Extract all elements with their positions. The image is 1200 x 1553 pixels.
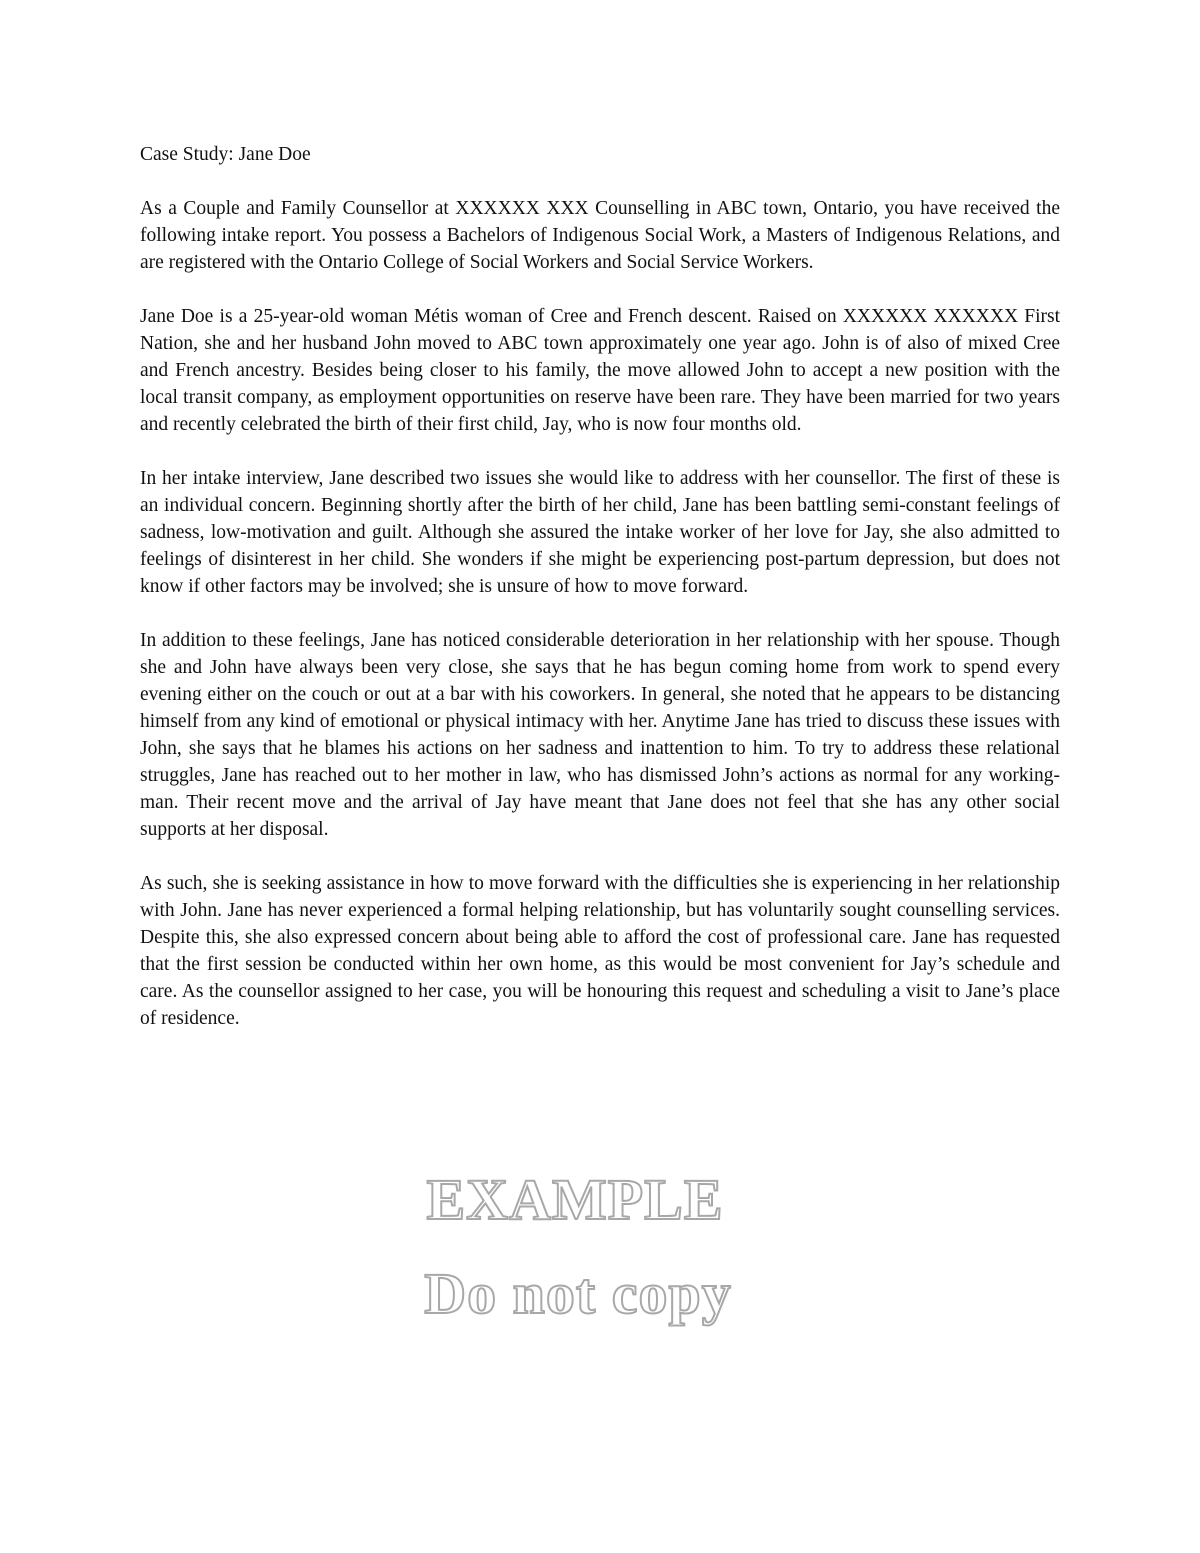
watermark-do-not-copy: Do not copy <box>424 1261 732 1326</box>
paragraph-assistance: As such, she is seeking assistance in how to move forward with the difficulties she is experiencing in her relationship with John. Jane has never experienced a formal helping relationship, but has voluntarily sought counselling services. Despite this, she also expressed concern about being able to afford the cost of professional care. Jane has requested that the first session be conducted within her own home, as this would be most convenient for Jay’s schedule and care. As the counsellor assigned to her case, you will be honouring this request and scheduling a visit to Jane’s place of residence. <box>140 873 1060 1029</box>
document-title: Case Study: Jane Doe <box>140 144 311 165</box>
paragraph-intro: As a Couple and Family Counsellor at XXXXXX XXX Counselling in ABC town, Ontario, you have received the following intake report. You possess a Bachelors of Indigenous Social Work, a Masters of Indigenous Relations, and are registered with the Ontario College of Social Workers and Social Service Workers. <box>140 198 1060 273</box>
paragraph-relationship: In addition to these feelings, Jane has noticed considerable deterioration in her relationship with her spouse. Though she and John have always been very close, she says that he has begun coming home from work to spend every evening either on the couch or out at a bar with his coworkers. In general, she noted that he appears to be distancing himself from any kind of emotional or physical intimacy with her. Anytime Jane has tried to discuss these issues with John, she says that he blames his actions on her sadness and inattention to him. To try to address these relational struggles, Jane has reached out to her mother in law, who has dismissed John’s actions as normal for any working-man. Their recent move and the arrival of Jay have meant that Jane does not feel that she has any other social supports at her disposal. <box>140 630 1060 840</box>
paragraph-background: Jane Doe is a 25-year-old woman Métis woman of Cree and French descent. Raised on XXXXXX XXXXXX First Nation, she and her husband John moved to ABC town approximately one year ago. John is of also of mixed Cree and French ancestry. Besides being closer to his family, the move allowed John to accept a new position with the local transit company, as employment opportunities on reserve have been rare. They have been married for two years and recently celebrated the birth of their first child, Jay, who is now four months old. <box>140 306 1060 435</box>
paragraph-intake-interview: In her intake interview, Jane described two issues she would like to address with her counsellor. The first of these is an individual concern. Beginning shortly after the birth of her child, Jane has been battling semi-constant feelings of sadness, low-motivation and guilt. Although she assured the intake worker of her love for Jay, she also admitted to feelings of disinterest in her child. She wonders if she might be experiencing post-partum depression, but does not know if other factors may be involved; she is unsure of how to move forward. <box>140 468 1060 597</box>
watermark-example: EXAMPLE <box>426 1167 724 1232</box>
document-body <box>140 141 1060 1032</box>
